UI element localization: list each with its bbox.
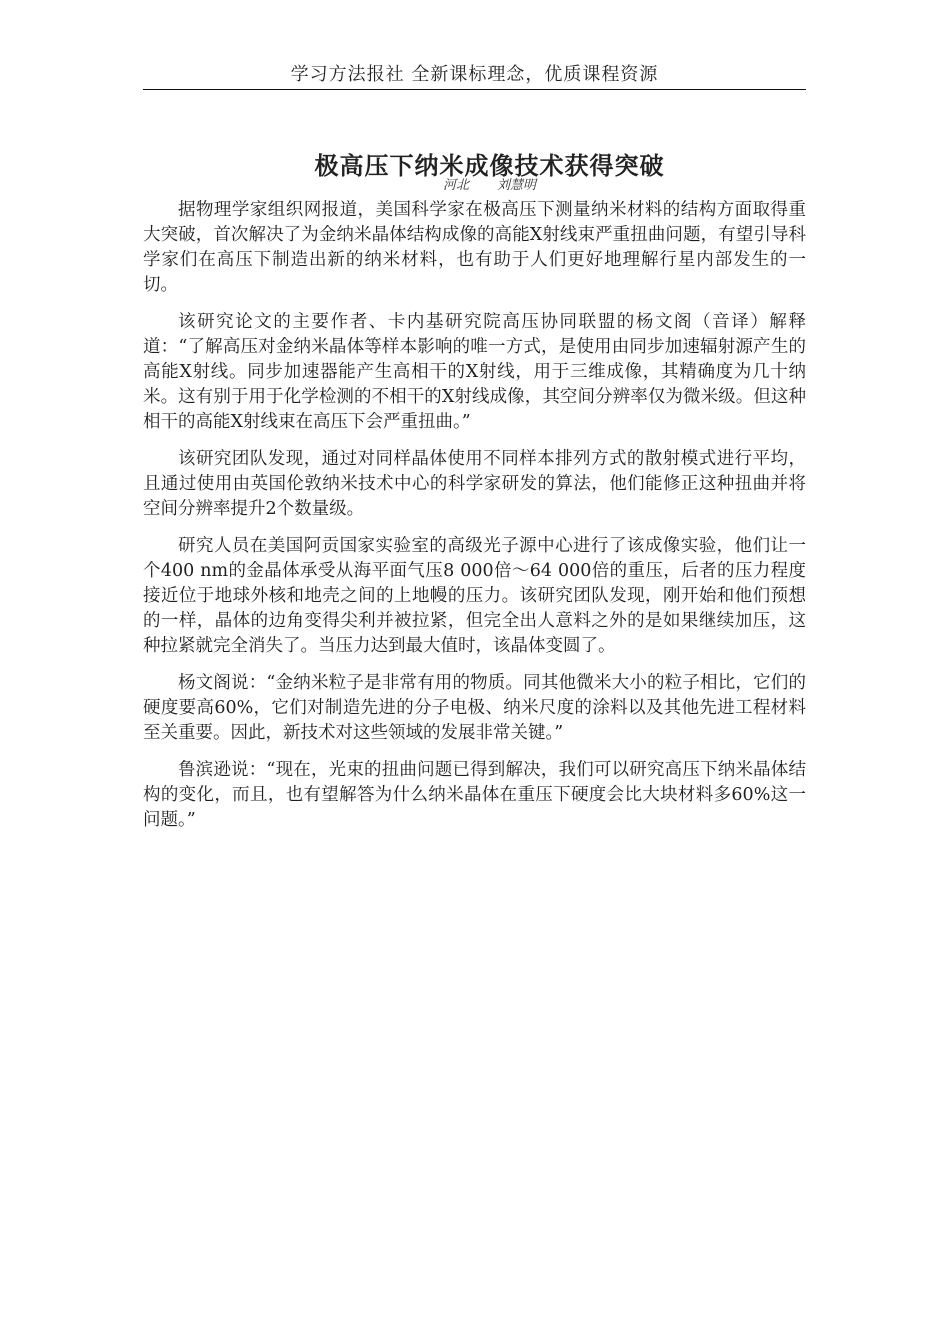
header-rule [143, 89, 806, 90]
paragraph: 研究人员在美国阿贡国家实验室的高级光子源中心进行了该成像实验，他们让一个400 nm的金晶体承受从海平面气压8 000倍～64 000倍的重压，后者的压力程度接近位于地球外核和地壳之间的上地幔的压力。该研究团队发现，刚开始和他们预想的一样，晶体的边角变得尖利并被拉紧，但完全出人意料之外的是如果继续加压，这种拉紧就完全消失了。当压力达到最大值时，该晶体变圆了。 [143, 536, 806, 656]
paragraph: 鲁滨逊说：“现在，光束的扭曲问题已得到解决，我们可以研究高压下纳米晶体结构的变化，而且，也有望解答为什么纳米晶体在重压下硬度会比大块材料多60%这一问题。” [143, 760, 806, 830]
article-body [143, 198, 806, 845]
article-title: 极高压下纳米成像技术获得突破 [314, 152, 665, 181]
running-header: 学习方法报社 全新课标理念，优质课程资源 [290, 64, 659, 85]
byline-location: 河北 [442, 178, 469, 193]
byline [143, 176, 836, 196]
paragraph: 据物理学家组织网报道，美国科学家在极高压下测量纳米材料的结构方面取得重大突破，首次解决了为金纳米晶体结构成像的高能X射线束严重扭曲问题，有望引导科学家们在高压下制造出新的纳米材料，也有助于人们更好地理解行星内部发生的一切。 [143, 200, 806, 295]
paragraph: 杨文阁说：“金纳米粒子是非常有用的物质。同其他微米大小的粒子相比，它们的硬度要高60%，它们对制造先进的分子电极、纳米尺度的涂料以及其他先进工程材料至关重要。因此，新技术对这些领域的发展非常关键。” [143, 673, 806, 743]
paragraph: 该研究论文的主要作者、卡内基研究院高压协同联盟的杨文阁（音译）解释道：“了解高压对金纳米晶体等样本影响的唯一方式，是使用由同步加速辐射源产生的高能X射线。同步加速器能产生高相干的X射线，用于三维成像，其精确度为几十纳米。这有别于用于化学检测的不相干的X射线成像，其空间分辨率仅为微米级。但这种相干的高能X射线束在高压下会严重扭曲。” [143, 312, 806, 432]
byline-author: 刘慧明 [497, 178, 537, 193]
paragraph: 该研究团队发现，通过对同样晶体使用不同样本排列方式的散射模式进行平均，且通过使用由英国伦敦纳米技术中心的科学家研发的算法，他们能修正这种扭曲并将空间分辨率提升2个数量级。 [143, 449, 806, 519]
